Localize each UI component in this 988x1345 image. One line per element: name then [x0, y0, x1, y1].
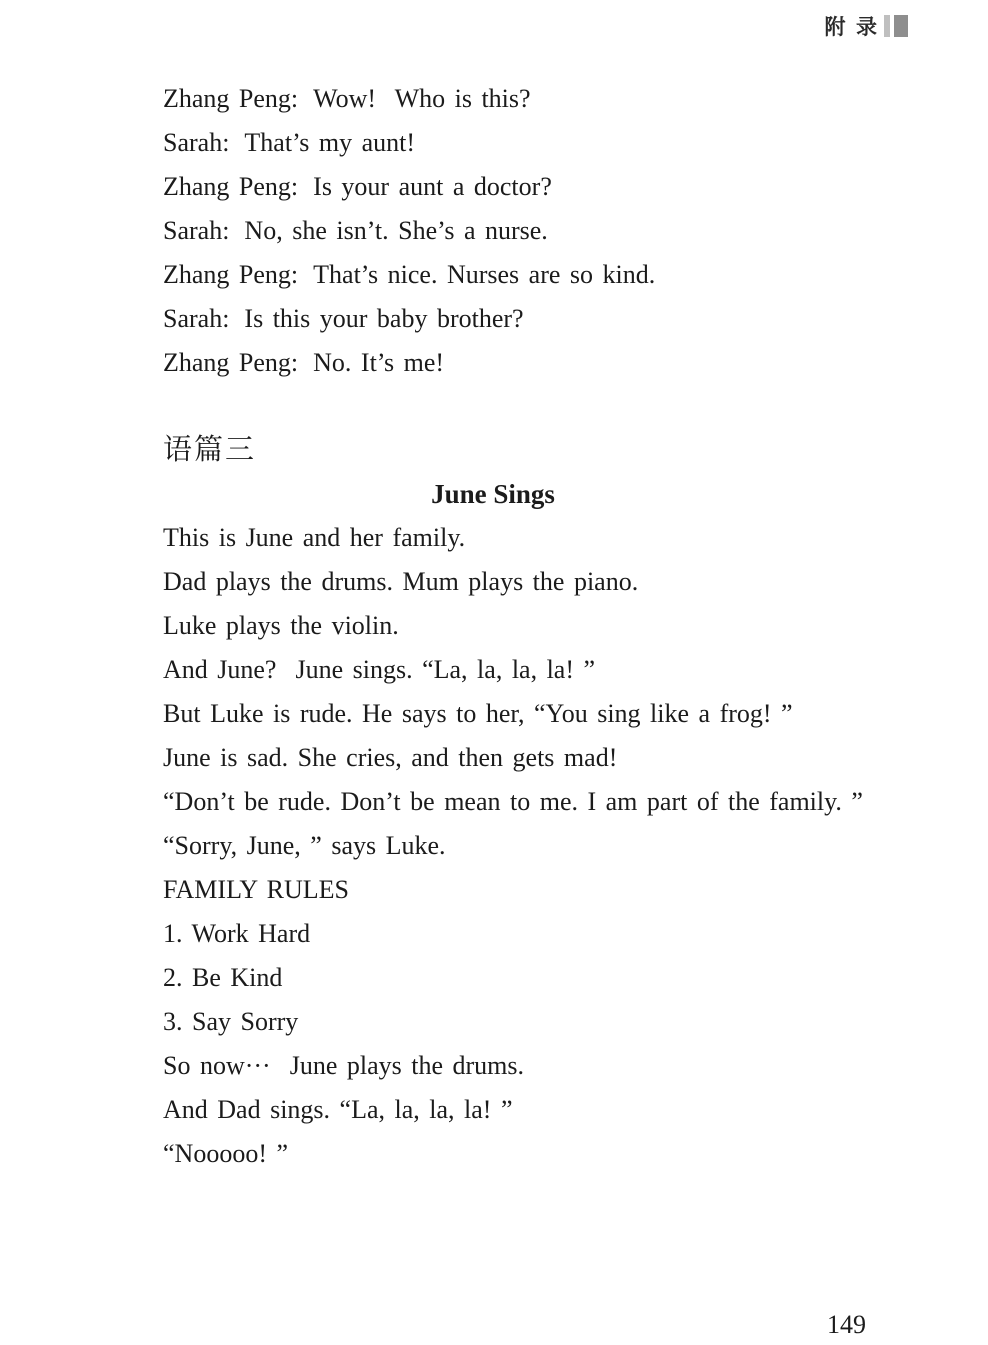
dialogue-speaker: Zhang Peng:	[163, 260, 299, 289]
dialogue-line	[163, 77, 823, 121]
passage-line: Dad plays the drums. Mum plays the piano.	[163, 567, 639, 596]
dialogue-speaker: Sarah:	[163, 128, 230, 157]
page-number: 149	[827, 1310, 866, 1339]
passage-line: Luke plays the violin.	[163, 611, 399, 640]
dialogue-speaker: Zhang Peng:	[163, 348, 299, 377]
passage-line: “Sorry, June, ” says Luke.	[163, 831, 446, 860]
dialogue-speaker: Sarah:	[163, 304, 230, 333]
passage-line: 3. Say Sorry	[163, 1007, 299, 1036]
passage-line: So now··· June plays the drums.	[163, 1051, 525, 1080]
dialogue-text: Is this your baby brother?	[244, 304, 524, 333]
dialogue-line	[163, 253, 823, 297]
passage-title: June Sings	[431, 479, 555, 509]
dialogue-speaker: Sarah:	[163, 216, 230, 245]
dialogue-text: Wow! Who is this?	[313, 84, 531, 113]
dialogue-speaker: Zhang Peng:	[163, 172, 299, 201]
passage-line: But Luke is rude. He says to her, “You sing like a frog! ”	[163, 699, 793, 728]
dialogue-line	[163, 209, 823, 253]
passage-line: And June? June sings. “La, la, la, la! ”	[163, 655, 596, 684]
dialogue-text: No. It’s me!	[313, 348, 445, 377]
page-content	[163, 77, 863, 1176]
dialogue-speaker: Zhang Peng:	[163, 84, 299, 113]
decorative-bar-thick	[894, 15, 908, 37]
passage-line: And Dad sings. “La, la, la, la! ”	[163, 1095, 513, 1124]
dialogue-line	[163, 341, 823, 385]
dialogue-text: That’s my aunt!	[244, 128, 416, 157]
section-label: 语篇三	[163, 434, 257, 466]
dialogue-line	[163, 165, 823, 209]
passage-line: This is June and her family.	[163, 523, 466, 552]
dialogue-text: No, she isn’t. She’s a nurse.	[244, 216, 548, 245]
passage-line: FAMILY RULES	[163, 875, 350, 904]
dialogue-text: That’s nice. Nurses are so kind.	[313, 260, 656, 289]
dialogue-line	[163, 297, 823, 341]
passage-line: “Nooooo! ”	[163, 1139, 289, 1168]
passage-line: “Don’t be rude. Don’t be mean to me. I am part of the family. ”	[163, 787, 863, 816]
dialogue-line	[163, 121, 823, 165]
running-head	[825, 11, 909, 41]
decorative-bar-thin	[884, 15, 890, 37]
passage-line: June is sad. She cries, and then gets mad!	[163, 743, 618, 772]
passage-line: 1. Work Hard	[163, 919, 311, 948]
passage-line: 2. Be Kind	[163, 963, 283, 992]
running-head-title: 附 录	[824, 15, 877, 39]
dialogue-text: Is your aunt a doctor?	[313, 172, 552, 201]
